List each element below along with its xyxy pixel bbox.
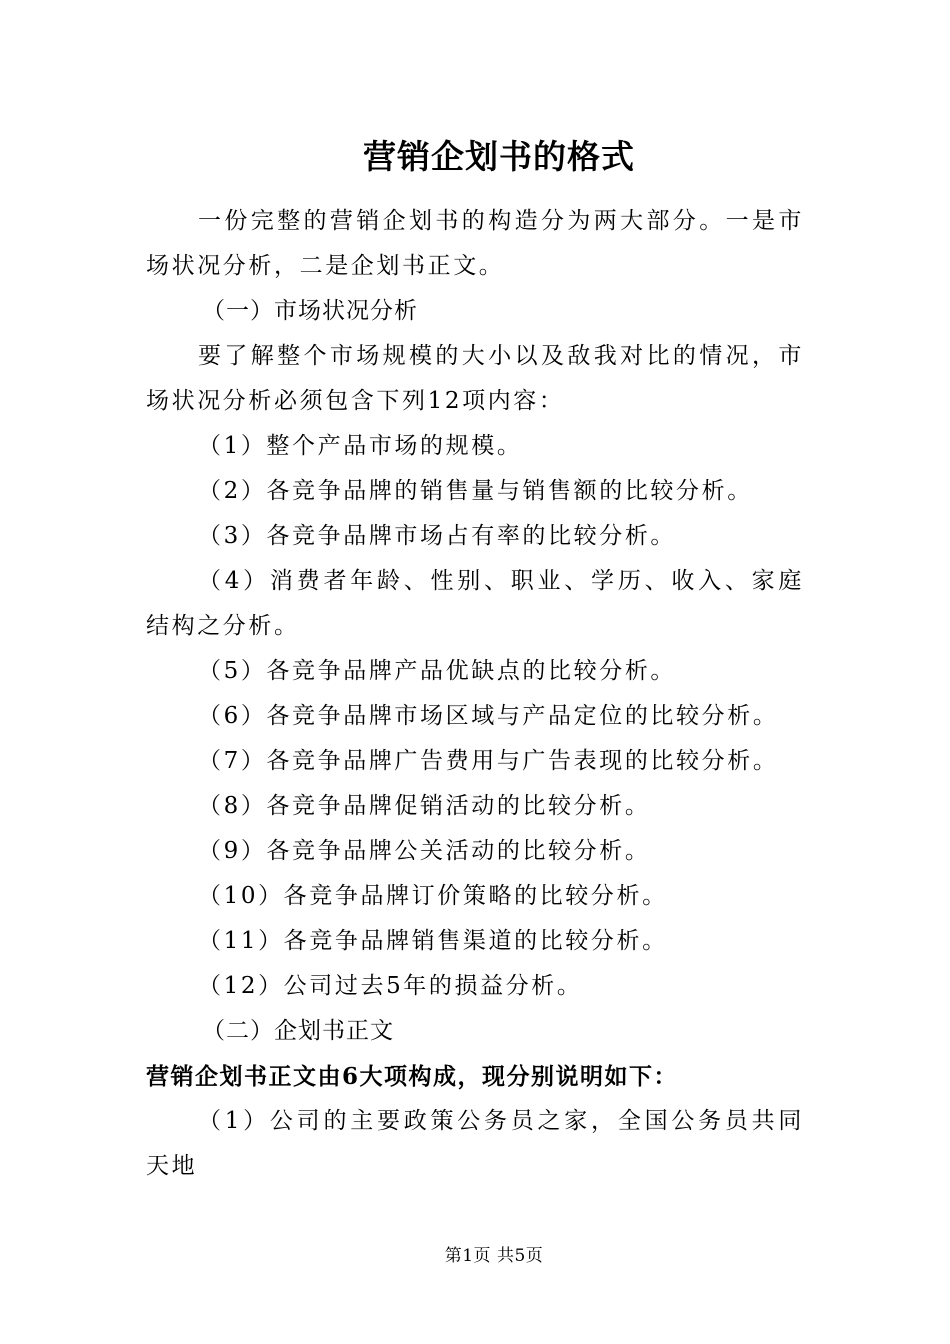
list-item: （7）各竞争品牌广告费用与广告表现的比较分析。 [198,748,779,774]
list-item: （9）各竞争品牌公关活动的比较分析。 [198,838,651,864]
list-item: （4）消费者年龄、性别、职业、学历、收入、家庭结构之分析。 [146,568,804,639]
list-item: （12）公司过去5年的损益分析。 [198,973,583,999]
list-item: （11）各竞争品牌销售渠道的比较分析。 [198,928,668,954]
section-heading-1: （一）市场状况分析 [202,298,418,324]
document-title: 营销企划书的格式 [363,137,635,176]
list-item: （8）各竞争品牌促销活动的比较分析。 [198,793,651,819]
section-heading-2: （二）企划书正文 [202,1018,394,1044]
list-item: （6）各竞争品牌市场区域与产品定位的比较分析。 [198,703,779,729]
list-item: （3）各竞争品牌市场占有率的比较分析。 [198,523,677,549]
intro-paragraph: 一份完整的营销企划书的构造分为两大部分。一是市场状况分析，二是企划书正文。 [146,208,804,279]
document-body [146,199,804,1189]
page-footer: 第1页 共5页 [444,1246,544,1266]
list-item: （1）整个产品市场的规模。 [198,433,523,459]
section2-bold-intro: 营销企划书正文由6大项构成，现分别说明如下： [146,1063,679,1090]
list-item: （2）各竞争品牌的销售量与销售额的比较分析。 [198,478,753,504]
list-item: （10）各竞争品牌订价策略的比较分析。 [198,883,668,909]
list-item: （5）各竞争品牌产品优缺点的比较分析。 [198,658,677,684]
section1-intro: 要了解整个市场规模的大小以及敌我对比的情况，市场状况分析必须包含下列12项内容： [146,343,804,414]
list-item: （1）公司的主要政策公务员之家，全国公务员共同天地 [146,1108,804,1179]
